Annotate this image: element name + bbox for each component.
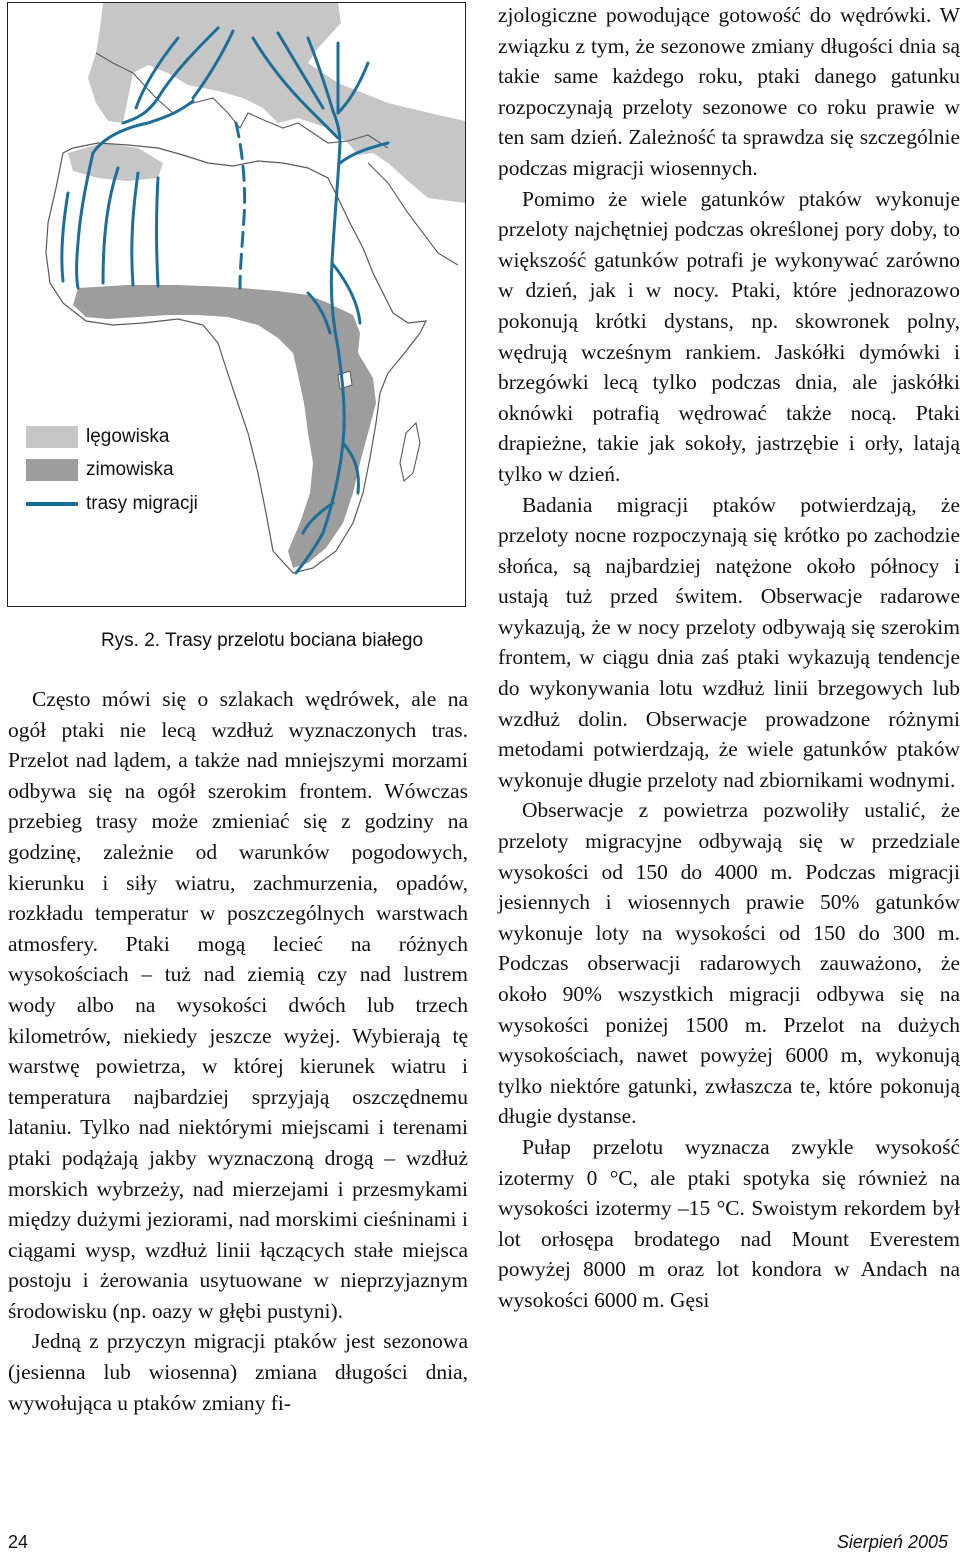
legend-item-wintering bbox=[86, 456, 174, 484]
page-number: 24 bbox=[8, 1532, 29, 1552]
dashed-central-route bbox=[236, 123, 245, 288]
right-paragraph-3: Badania migracji ptaków potwierdzają, że przeloty nocne rozpoczynają się krótko po zachodzie słońca, są najbardziej natężone około północy i ustają tuż przed świtem. Obserwacje radarowe wykazują, że w nocy przeloty odbywają się szerokim frontem, w ciągu dnia zaś ptaki wykazują tendencje do wykonywania lotu wzdłuż linii brzegowych lub wzdłuż dolin. Obserwacje prowadzone różnymi metodami potwierdzają, że wiele gatunków ptaków wykonuje długie przeloty nad zbiornikami wodnymi. bbox=[498, 492, 960, 792]
right-paragraph-1: zjologiczne powodujące gotowość do wędrówki. W związku z tym, że sezonowe zmiany długości dnia są takie same każdego roku, ptaki danego gatunku rozpoczynają przeloty sezonowe co roku prawie w ten sam dzień. Zależność ta sprawdza się szczególnie podczas migracji wiosennych. bbox=[498, 3, 960, 180]
legend-swatch-wintering bbox=[26, 459, 78, 481]
madagascar bbox=[400, 423, 420, 481]
migration-map-figure bbox=[7, 2, 466, 607]
legend-swatch-breeding bbox=[26, 426, 78, 448]
legend-label-wintering: zimowiska bbox=[86, 459, 174, 480]
legend-label-routes: trasy migracji bbox=[86, 493, 198, 514]
map-graphic bbox=[8, 3, 466, 607]
right-paragraph-5: Pułap przelotu wyznacza zwykle wysokość izotermy 0 °C, ale ptaki spotyka się również na wysokości izotermy –15 °C. Swoistym rekordem był lot orłosępa brodatego nad Mount Everestem powyżej 8000 m oraz lot kondora w Andach na wysokości 6000 m. Gęsi bbox=[498, 1134, 960, 1312]
left-paragraph-2: Jedną z przyczyn migracji ptaków jest sezonowa (jesienna lub wiosenna) zmiana długości dnia, wywołująca u ptaków zmiany fi- bbox=[8, 1329, 468, 1415]
right-paragraph-4: Obserwacje z powietrza pozwoliły ustalić, że przeloty migracyjne odbywają się w przedziale wysokości od 150 do 4000 m. Podczas migracji jesiennych i wiosennych prawie 50% gatunków wykonuje loty na wysokości od 150 do 300 m. Podczas obserwacji radarowych zauważono, że około 90% wszystkich migracji odbywa się na wysokości poniżej 1500 m. Przelot na dużych wysokościach, nawet powyżej 6000 m, wykonują tylko niektóre gatunki, zwłaszcza te, które pokonują długie dystanse. bbox=[498, 798, 960, 1129]
right-text-column bbox=[498, 0, 960, 1316]
left-paragraph-1: Często mówi się o szlakach wędrówek, ale na ogół ptaki nie lecą wzdłuż wyznaczonych tras. Przelot nad lądem, a także nad mniejszymi morzami odbywa się na ogół szerokim frontem. Wówczas przebieg trasy może zmieniać się z godziny na godzinę, zależnie od warunków pogodowych, kierunku i siły wiatru, zachmurzenia, opadów, rozkładu temperatur w poszczególnych warstwach atmosfery. Ptaki mogą lecieć na różnych wysokościach – tuż nad ziemią czy nad lustrem wody albo na wysokości dwóch lub trzech kilometrów, niekiedy jeszcze wyżej. Wybierają tę warstwę powietrza, w której kierunek wiatru i temperatura najbardziej sprzyjają oszczędnemu lataniu. Tylko nad niektórymi miejscami i terenami ptaki podążają jakby wyznaczoną drogą – wzdłuż morskich wybrzeży, nad mierzejami i przesmykami między dużymi jeziorami, nad morskimi cieśninami i ciągami wysp, wzdłuż linii łączących stałe miejsca postoju i żerowania usytuowane w nieprzyjaznym środowisku (np. oazy w głębi pustyni). bbox=[8, 687, 468, 1323]
legend-label-breeding: lęgowiska bbox=[86, 426, 170, 447]
issue-date: Sierpień 2005 bbox=[836, 1532, 948, 1552]
legend-item-breeding bbox=[86, 423, 169, 451]
right-paragraph-2: Pomimo że wiele gatunków ptaków wykonuje przeloty najchętniej podczas określonej pory doby, to większość gatunków potrafi je wykonywać zarówno w dzień, jak i w nocy. Ptaki, które jednorazowo pokonują krótki dystans, np. skowronek polny, wędrują wcześnym rankiem. Jaskółki dymówki i brzegówki lecą tylko podczas dnia, ale jaskółki oknówki potrafią wędrować także nocą. Ptaki drapieżne, takie jak sokoły, jastrzębie i orły, latają tylko w dzień. bbox=[498, 186, 960, 486]
figure-caption: Rys. 2. Trasy przelotu bociana białego bbox=[100, 630, 424, 651]
legend-item-routes bbox=[86, 490, 198, 518]
left-text-column bbox=[8, 684, 468, 1418]
